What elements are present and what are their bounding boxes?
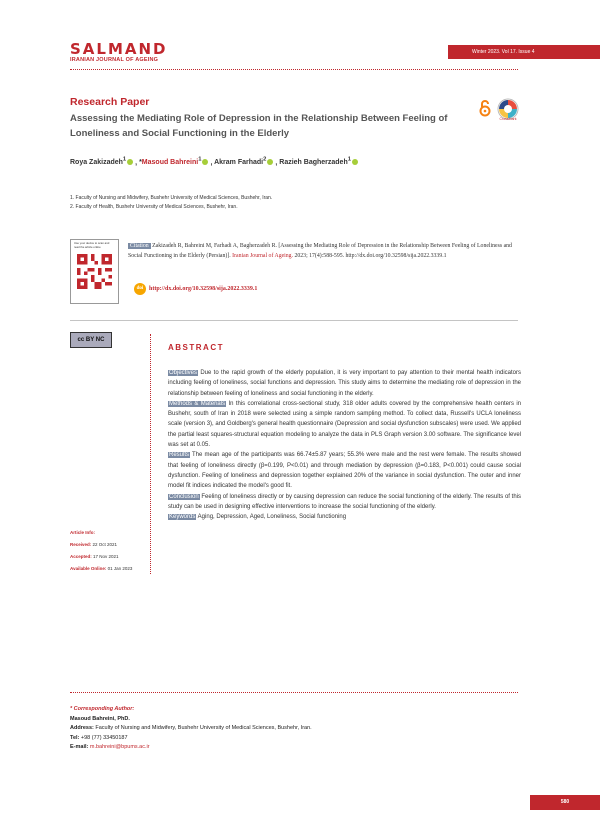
citation-journal: Iranian Journal of Ageing. [232,252,294,259]
section-text: In this correlational cross-sectional study, 318 older adults covered by the comprehensive health centers in Bushehr, south of Iran in 2018 were selected using a simple random sampling method. To collect data, Russell's UCLA loneliness scale (version 3), and Goldberg's general health questionnaire (Depression and social dysfunction subscales) were used. We applied the partial least squares-structural equation modeling to analyze the data in PLS Graph version 3.00 software. The significance level was set at 0.05. [168,400,521,449]
column-divider [150,334,151,574]
doi-line[interactable] [134,283,257,295]
author-4[interactable]: Razieh Bagherzadeh$^1$ [279,159,360,166]
section-text: The mean age of the participants was 66.74±5.87 years; 55.3% were male and the rest were female. The results showed that feeling of loneliness directly (β=0.199, P<0.01) and through mediation by depression (β=0.183, P<0.001) could cause social dysfunction. Feeling of loneliness and depression together explained 20% of the variance in social dysfunction. The outer and inner model fit indices indicated the model's good fit. [168,452,521,490]
abstract-results [168,450,521,491]
correspondence-block [70,705,312,753]
online-date: Available Online: 01 Jan 2023 [70,566,133,571]
email-link[interactable]: m.bahreini@bpums.ac.ir [89,744,150,751]
author-1[interactable]: Roya Zakizadeh$^1$ [70,159,135,166]
corresponding-address: Address: Faculty of Nursing and Midwifery, Bushehr University of Medical Sciences, Bushehr, Iran. [70,725,312,732]
abstract-keywords [168,512,521,522]
abstract-methods [168,399,521,450]
header-rule [70,69,518,70]
section-label: Conclusion [169,493,199,500]
accepted-date: Accepted: 17 Nov 2021 [70,554,119,559]
page-number: 580 [530,795,600,810]
journal-logo: SALMAND [70,40,168,58]
journal-subtitle: IRANIAN JOURNAL OF AGEING [70,57,159,63]
divider [70,320,518,321]
orcid-icon[interactable] [267,159,273,165]
section-label: Results [169,452,190,459]
orcid-icon[interactable] [127,159,133,165]
corresponding-tel: Tel: +98 (77) 33450187 [70,734,128,741]
correspondence-rule [70,692,518,693]
citation-text: Zakizadeh R, Bahreini M, Farhadi A, Bagherzadeh R. [Assessing the Mediating Role of Depression in the Relationship Between Feeling of Loneliness and Social Functioning in the Elderly (Persian)]. [128,243,512,259]
abstract-heading: ABSTRACT [168,343,224,352]
doi-icon: doi [134,283,146,295]
qr-code [77,254,112,289]
section-label: Keywords [169,514,196,521]
author-name: Razieh Bagherzadeh [279,159,348,167]
crossmark-label: CrossMark [499,117,517,121]
qr-caption: Use your device to scan and read the article online [74,241,110,249]
orcid-icon[interactable] [202,159,208,165]
section-text: Aging, Depression, Aged, Loneliness, Social functioning [196,514,347,521]
issue-info: Winter 2023. Vol 17. Issue 4 [448,45,600,59]
article-info-title: Article Info: [70,530,96,535]
abstract-objectives [168,368,521,399]
abstract-body [168,368,521,522]
corresponding-email: E-mail: m.bahreini@bpums.ac.ir [70,744,150,751]
author-3[interactable]: Akram Farhadi$^2$ [214,159,275,166]
orcid-icon[interactable] [352,159,358,165]
qr-code-box[interactable] [70,239,119,304]
section-label: Methods & Materials [169,400,226,407]
section-text: Due to the rapid growth of the elderly population, it is very important to pay attention to their mental health indicators including feeling of loneliness, social functions and depression. This study aims to determine the mediating role of depression in the relationship between feeling of loneliness and social functioning in the elderly. [168,370,521,397]
section-text: Feeling of loneliness directly or by causing depression can reduce the social functioning of the elderly. The results of this study can be used in designing effective interventions to increase the social functioning of the elderly. [168,493,521,510]
affiliation-2: 2. Faculty of Health, Bushehr University of Medical Sciences, Bushehr, Iran. [70,204,238,210]
author-name: Masoud Bahreini [141,159,199,167]
author-list: Roya Zakizadeh$^1$ , *Masoud Bahreini$^1$ , Akram Farhadi$^2$ , Razieh Bagherzadeh$^1$ [70,157,360,166]
paper-title: Assessing the Mediating Role of Depression in the Relationship Between Feeling of Loneliness and Social Functioning in the Elderly [70,113,448,139]
abstract-conclusion [168,492,521,513]
author-name: Akram Farhadi [214,159,264,167]
corresponding-name: Masoud Bahreini, PhD. [70,715,130,722]
section-label: Objectives [169,370,198,376]
author-name: Roya Zakizadeh [70,159,123,167]
open-access-icon[interactable] [478,99,492,117]
received-date: Received: 22 Oct 2021 [70,542,118,547]
citation-label: Citation [130,243,149,249]
paper-type: Research Paper [70,96,150,108]
citation-rest: 2023; 17(4):588-595. http://dx.doi.org/10.32598/sija.2022.3339.1 [294,252,447,259]
author-2[interactable]: *Masoud Bahreini$^1$ [139,159,210,166]
corresponding-heading: * Corresponding Author: [70,706,135,712]
affiliation-1: 1. Faculty of Nursing and Midwifery, Bushehr University of Medical Sciences, Bushehr, Iran. [70,195,273,201]
doi-link[interactable]: http://dx.doi.org/10.32598/sija.2022.3339.1 [149,286,258,292]
cc-license-badge[interactable]: cc BY NC [70,332,112,348]
